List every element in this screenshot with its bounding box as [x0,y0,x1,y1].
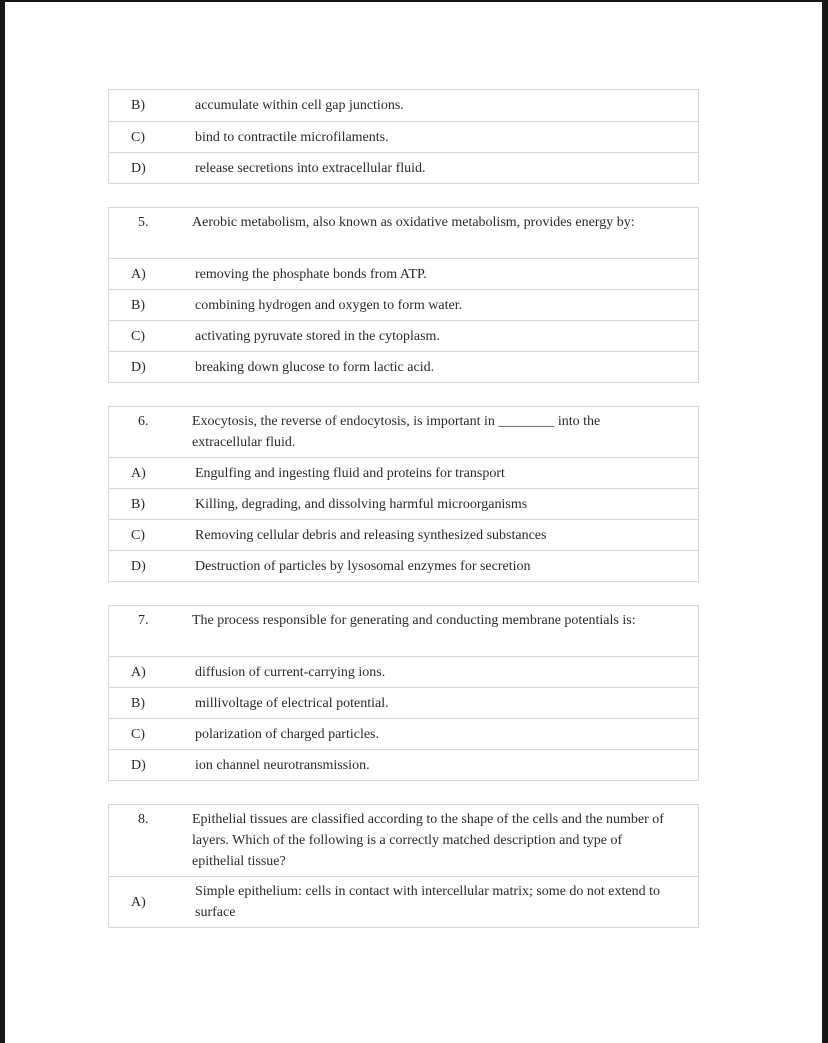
option-letter: A) [131,894,146,910]
question-table [108,89,699,184]
question-table [108,605,699,781]
option-row [109,90,698,121]
question-number: 6. [138,414,149,429]
option-row [109,550,698,581]
option-row [109,687,698,718]
question-number: 5. [138,215,149,230]
question-number: 8. [138,812,149,827]
option-text: Removing cellular debris and releasing synthesized substances [195,527,547,543]
question-text: Exocytosis, the reverse of endocytosis, is important in ________ into the extracellular fluid. [192,414,601,450]
option-text: accumulate within cell gap junctions. [195,98,404,113]
question-row [109,606,698,656]
option-text: activating pyruvate stored in the cytoplasm. [195,328,440,344]
option-letter: C) [131,328,145,344]
question-table [108,804,699,928]
option-row [109,152,698,183]
option-letter: C) [131,726,145,742]
question-row [109,407,698,457]
option-text: Simple epithelium: cells in contact with intercellular matrix; some do not extend to surface [195,884,661,920]
option-letter: B) [131,98,145,113]
option-letter: B) [131,496,145,512]
question-list [108,89,699,951]
option-text: removing the phosphate bonds from ATP. [195,266,427,282]
question-text: Aerobic metabolism, also known as oxidative metabolism, provides energy by: [192,215,635,230]
option-text: bind to contractile microfilaments. [195,129,389,145]
option-text: combining hydrogen and oxygen to form water. [195,297,463,313]
option-letter: C) [131,527,145,543]
option-letter: D) [131,757,146,773]
option-letter: B) [131,695,145,711]
viewer-edge-left [0,0,5,1043]
question-row [109,208,698,258]
option-text: Destruction of particles by lysosomal enzymes for secretion [195,558,531,574]
option-text: release secretions into extracellular fluid. [195,160,426,176]
question-row [109,805,698,876]
option-letter: D) [131,160,146,176]
option-letter: A) [131,465,146,481]
question-number: 7. [138,613,149,628]
option-letter: A) [131,266,146,282]
option-row [109,718,698,749]
option-row [109,457,698,488]
option-letter: A) [131,664,146,680]
option-letter: C) [131,129,145,145]
viewer-edge-top [0,0,828,2]
question-text: The process responsible for generating and conducting membrane potentials is: [192,613,636,628]
option-text: Killing, degrading, and dissolving harmful microorganisms [195,496,528,512]
option-text: diffusion of current-carrying ions. [195,664,386,680]
option-row [109,351,698,382]
question-table [108,207,699,383]
question-text: Epithelial tissues are classified according to the shape of the cells and the number of layers. Which of the following is a correctly matched description and type of epithelial tissue? [192,812,664,869]
option-letter: D) [131,558,146,574]
option-row [109,749,698,780]
option-letter: D) [131,359,146,375]
viewer-edge-right [822,0,828,1043]
option-row [109,289,698,320]
option-row [109,320,698,351]
question-table [108,406,699,582]
option-text: Engulfing and ingesting fluid and proteins for transport [195,465,505,481]
option-text: millivoltage of electrical potential. [195,695,389,711]
option-text: ion channel neurotransmission. [195,757,370,773]
option-row [109,258,698,289]
option-row [109,656,698,687]
option-row [109,488,698,519]
option-text: breaking down glucose to form lactic acid. [195,359,435,375]
option-text: polarization of charged particles. [195,726,379,742]
option-row [109,121,698,152]
option-row [109,876,698,927]
option-row [109,519,698,550]
option-letter: B) [131,297,145,313]
